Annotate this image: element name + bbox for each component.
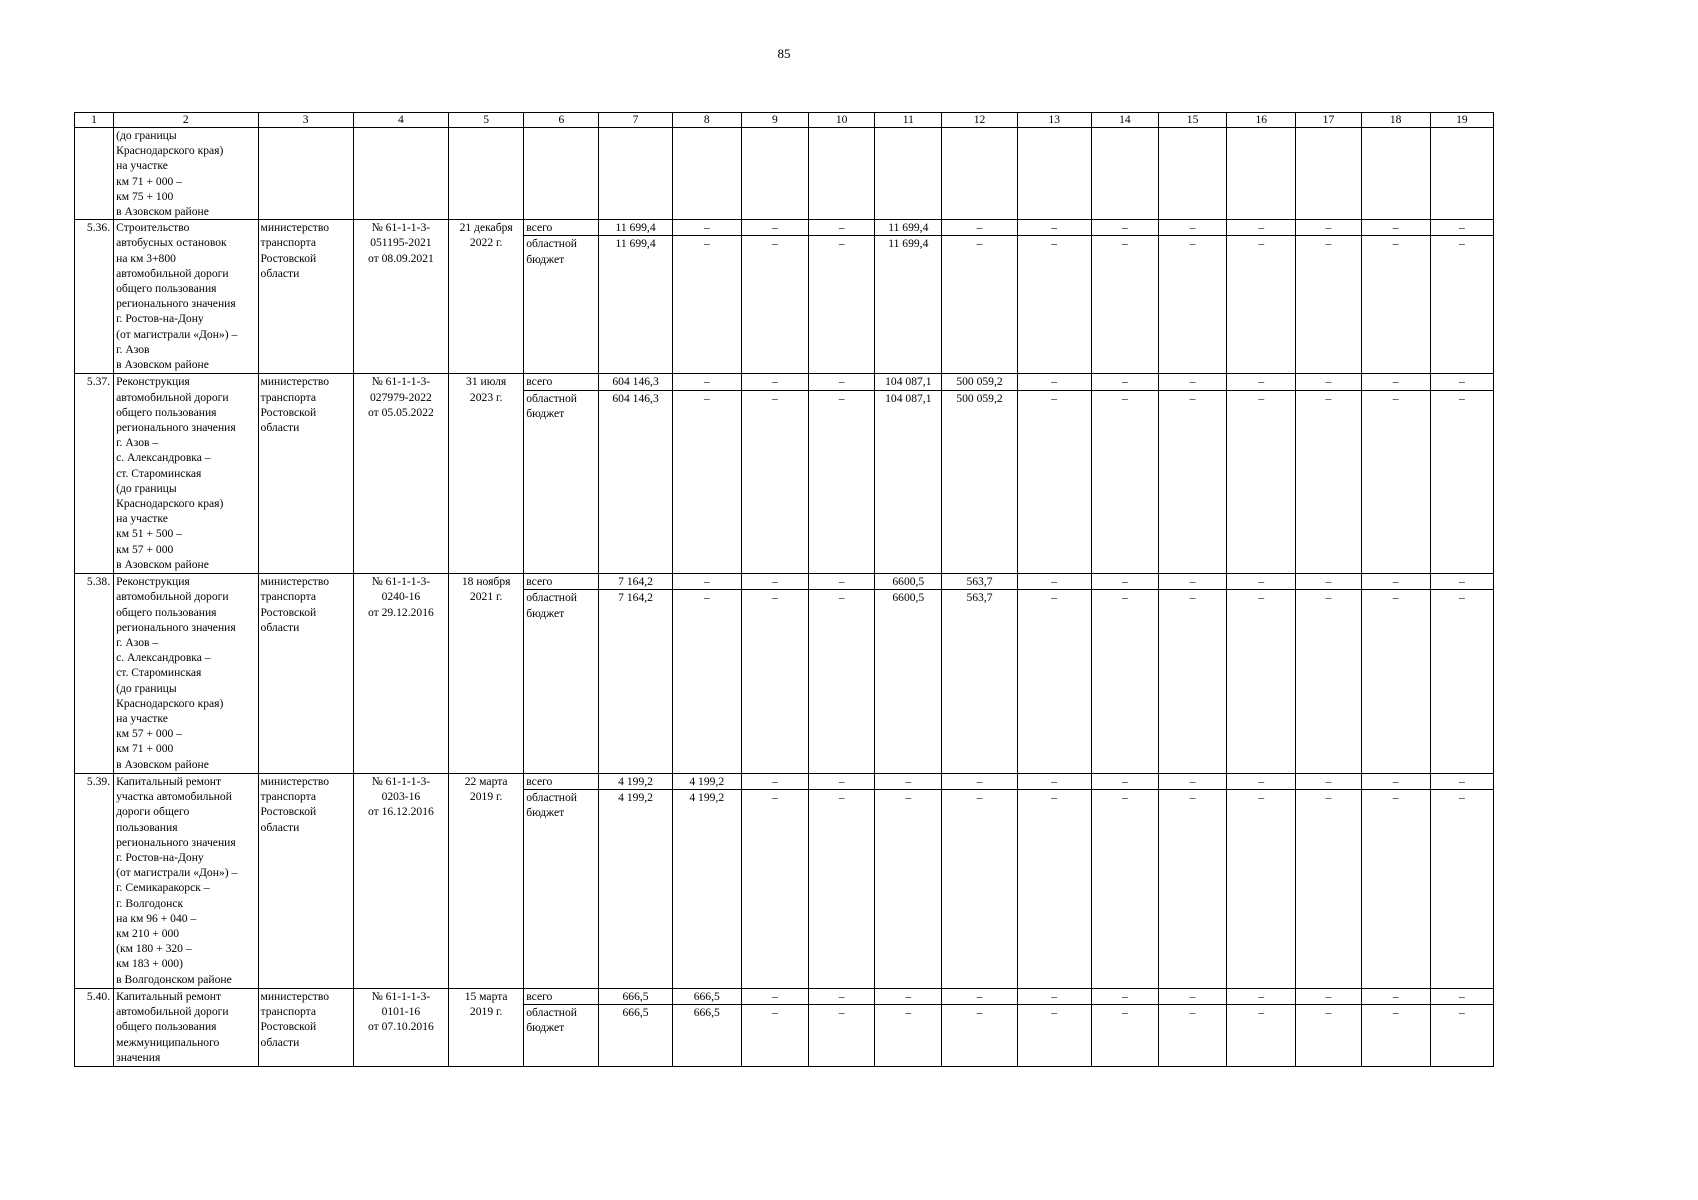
empty-cell [1361, 128, 1430, 220]
column-header: 2 [114, 113, 258, 128]
empty-cell [942, 128, 1017, 220]
empty-cell [599, 128, 672, 220]
column-header: 16 [1227, 113, 1296, 128]
empty-cell [524, 128, 599, 220]
value-cell: – [1296, 374, 1361, 390]
value-cell: 6600,5 [875, 574, 942, 590]
value-cell: – [1430, 590, 1493, 774]
value-cell: – [1158, 236, 1226, 374]
entry-number-cell: 5.37. [75, 374, 114, 574]
entry-row-total [75, 989, 1494, 1005]
value-cell: – [809, 220, 875, 236]
column-header: 9 [741, 113, 808, 128]
column-header: 5 [449, 113, 524, 128]
value-cell: 666,5 [672, 1005, 741, 1067]
column-header: 11 [875, 113, 942, 128]
column-header: 1 [75, 113, 114, 128]
value-cell: – [1296, 989, 1361, 1005]
value-cell: – [1296, 574, 1361, 590]
expertise-ref-cell: № 61-1-1-3- 051195-2021 от 08.09.2021 [353, 220, 448, 374]
value-cell: 11 699,4 [599, 220, 672, 236]
value-cell: – [1158, 220, 1226, 236]
column-header: 4 [353, 113, 448, 128]
value-cell: – [1430, 236, 1493, 374]
value-cell: – [1017, 390, 1091, 574]
object-name-cell: Реконструкция автомобильной дороги общего пользования регионального значения г. Азов – с. Александровка – ст. Староминская (до границы Краснодарского края) на участке км 57 + 000 – км 71 + 000 в Азовском районе [114, 574, 258, 774]
value-cell: – [1017, 790, 1091, 989]
value-cell: 500 059,2 [942, 390, 1017, 574]
column-header: 15 [1158, 113, 1226, 128]
value-cell: – [809, 790, 875, 989]
value-cell: – [741, 590, 808, 774]
value-cell: – [1227, 774, 1296, 790]
column-header: 14 [1091, 113, 1158, 128]
entry-number-cell: 5.40. [75, 989, 114, 1067]
funding-source-cell: всего [524, 374, 599, 390]
value-cell: – [1361, 236, 1430, 374]
entry-number-cell: 5.38. [75, 574, 114, 774]
value-cell: – [1296, 790, 1361, 989]
value-cell: – [1361, 220, 1430, 236]
value-cell: – [1091, 236, 1158, 374]
value-cell: – [1296, 220, 1361, 236]
value-cell: – [1158, 574, 1226, 590]
value-cell: 666,5 [599, 1005, 672, 1067]
entry-row-total [75, 774, 1494, 790]
value-cell: – [1091, 989, 1158, 1005]
value-cell: – [1296, 590, 1361, 774]
value-cell: – [1296, 390, 1361, 574]
value-cell: – [1430, 374, 1493, 390]
column-header: 17 [1296, 113, 1361, 128]
value-cell: – [1361, 790, 1430, 989]
funding-source-cell: всего [524, 989, 599, 1005]
value-cell: – [1430, 989, 1493, 1005]
value-cell: – [1361, 390, 1430, 574]
value-cell: – [875, 774, 942, 790]
value-cell: – [1091, 390, 1158, 574]
value-cell: – [942, 236, 1017, 374]
value-cell: 4 199,2 [672, 774, 741, 790]
value-cell: – [1017, 374, 1091, 390]
value-cell: – [1017, 1005, 1091, 1067]
value-cell: – [1361, 774, 1430, 790]
value-cell: – [1158, 989, 1226, 1005]
completion-date-cell: 22 марта 2019 г. [449, 774, 524, 989]
value-cell: – [1361, 590, 1430, 774]
value-cell: – [1227, 390, 1296, 574]
expertise-ref-cell: № 61-1-1-3- 0101-16 от 07.10.2016 [353, 989, 448, 1067]
responsible-cell: министерство транспорта Ростовской области [258, 574, 353, 774]
object-name-cell: Строительство автобусных остановок на км 3+800 автомобильной дороги общего пользования регионального значения г. Ростов-на-Дону (от магистрали «Дон») – г. Азов в Азовском районе [114, 220, 258, 374]
value-cell: – [1017, 574, 1091, 590]
value-cell: – [1158, 390, 1226, 574]
value-cell: – [1091, 374, 1158, 390]
continuation-row [75, 128, 1494, 220]
value-cell: – [809, 590, 875, 774]
value-cell: 500 059,2 [942, 374, 1017, 390]
value-cell: – [741, 236, 808, 374]
value-cell: – [875, 1005, 942, 1067]
value-cell: – [1091, 220, 1158, 236]
value-cell: 11 699,4 [875, 236, 942, 374]
empty-cell [1227, 128, 1296, 220]
empty-cell [1430, 128, 1493, 220]
value-cell: – [1227, 220, 1296, 236]
value-cell: – [942, 1005, 1017, 1067]
value-cell: – [1017, 236, 1091, 374]
value-cell: – [809, 236, 875, 374]
value-cell: – [1430, 790, 1493, 989]
column-header: 3 [258, 113, 353, 128]
value-cell: – [1296, 1005, 1361, 1067]
value-cell: – [1430, 390, 1493, 574]
funding-source-cell: областной бюджет [524, 390, 599, 574]
value-cell: – [1091, 590, 1158, 774]
value-cell: – [1227, 1005, 1296, 1067]
value-cell: 666,5 [672, 989, 741, 1005]
column-header: 8 [672, 113, 741, 128]
value-cell: – [741, 390, 808, 574]
value-cell: – [1361, 989, 1430, 1005]
value-cell: – [942, 989, 1017, 1005]
value-cell: – [1091, 1005, 1158, 1067]
value-cell: – [1430, 1005, 1493, 1067]
column-number-row [75, 113, 1494, 128]
column-header: 6 [524, 113, 599, 128]
value-cell: 6600,5 [875, 590, 942, 774]
column-header: 10 [809, 113, 875, 128]
value-cell: – [875, 989, 942, 1005]
empty-cell [741, 128, 808, 220]
entry-number-cell: 5.39. [75, 774, 114, 989]
value-cell: – [1158, 790, 1226, 989]
entry-row-total [75, 574, 1494, 590]
value-cell: 4 199,2 [599, 790, 672, 989]
value-cell: 11 699,4 [875, 220, 942, 236]
empty-cell [809, 128, 875, 220]
funding-source-cell: всего [524, 574, 599, 590]
object-name-cell: (до границы Краснодарского края) на участке км 71 + 000 – км 75 + 100 в Азовском районе [114, 128, 258, 220]
object-name-cell: Капитальный ремонт автомобильной дороги общего пользования межмуниципального значения [114, 989, 258, 1067]
value-cell: 604 146,3 [599, 374, 672, 390]
value-cell: 104 087,1 [875, 390, 942, 574]
value-cell: – [942, 790, 1017, 989]
column-header: 18 [1361, 113, 1430, 128]
value-cell: 563,7 [942, 590, 1017, 774]
completion-date-cell: 31 июля 2023 г. [449, 374, 524, 574]
funding-source-cell: областной бюджет [524, 790, 599, 989]
expertise-ref-cell: № 61-1-1-3- 027979-2022 от 05.05.2022 [353, 374, 448, 574]
value-cell: 7 164,2 [599, 574, 672, 590]
value-cell: – [741, 989, 808, 1005]
expertise-ref-cell: № 61-1-1-3- 0203-16 от 16.12.2016 [353, 774, 448, 989]
value-cell: – [741, 774, 808, 790]
value-cell: – [741, 220, 808, 236]
page-number: 85 [777, 46, 791, 61]
empty-cell [672, 128, 741, 220]
value-cell: – [672, 590, 741, 774]
value-cell: – [1017, 590, 1091, 774]
column-header: 12 [942, 113, 1017, 128]
value-cell: – [809, 774, 875, 790]
value-cell: – [1017, 989, 1091, 1005]
value-cell: – [741, 374, 808, 390]
value-cell: – [1227, 236, 1296, 374]
empty-cell [449, 128, 524, 220]
value-cell: – [1017, 774, 1091, 790]
responsible-cell: министерство транспорта Ростовской области [258, 374, 353, 574]
funding-source-cell: областной бюджет [524, 236, 599, 374]
value-cell: 604 146,3 [599, 390, 672, 574]
value-cell: – [1158, 774, 1226, 790]
value-cell: – [1091, 574, 1158, 590]
completion-date-cell: 18 ноября 2021 г. [449, 574, 524, 774]
value-cell: – [1430, 220, 1493, 236]
funding-source-cell: областной бюджет [524, 1005, 599, 1067]
object-name-cell: Капитальный ремонт участка автомобильной дороги общего пользования регионального значения г. Ростов-на-Дону (от магистрали «Дон») – г. Семикаракорск – г. Волгодонск на км 96 + 040 – км 210 + 000 (км 180 + 320 – км 183 + 000) в Волгодонском районе [114, 774, 258, 989]
completion-date-cell: 15 марта 2019 г. [449, 989, 524, 1067]
value-cell: 4 199,2 [599, 774, 672, 790]
value-cell: 563,7 [942, 574, 1017, 590]
responsible-cell: министерство транспорта Ростовской области [258, 989, 353, 1067]
value-cell: – [741, 790, 808, 989]
value-cell: – [809, 374, 875, 390]
value-cell: – [1158, 374, 1226, 390]
entry-number-cell: 5.36. [75, 220, 114, 374]
empty-cell [1017, 128, 1091, 220]
program-table [74, 112, 1494, 1067]
empty-cell [1091, 128, 1158, 220]
value-cell: – [1158, 1005, 1226, 1067]
completion-date-cell: 21 декабря 2022 г. [449, 220, 524, 374]
value-cell: 4 199,2 [672, 790, 741, 989]
value-cell: – [942, 220, 1017, 236]
value-cell: – [741, 574, 808, 590]
value-cell: – [741, 1005, 808, 1067]
value-cell: – [672, 574, 741, 590]
value-cell: – [809, 989, 875, 1005]
value-cell: – [1091, 790, 1158, 989]
empty-cell [1158, 128, 1226, 220]
value-cell: – [1430, 574, 1493, 590]
value-cell: – [672, 374, 741, 390]
value-cell: – [1227, 374, 1296, 390]
expertise-ref-cell: № 61-1-1-3- 0240-16 от 29.12.2016 [353, 574, 448, 774]
column-header: 7 [599, 113, 672, 128]
entry-row-total [75, 374, 1494, 390]
value-cell: – [809, 1005, 875, 1067]
value-cell: – [809, 574, 875, 590]
value-cell: – [1361, 1005, 1430, 1067]
value-cell: 666,5 [599, 989, 672, 1005]
value-cell: – [1296, 774, 1361, 790]
value-cell: – [875, 790, 942, 989]
responsible-cell: министерство транспорта Ростовской области [258, 774, 353, 989]
value-cell: – [1227, 989, 1296, 1005]
value-cell: – [1361, 374, 1430, 390]
value-cell: – [1296, 236, 1361, 374]
value-cell: – [1227, 790, 1296, 989]
value-cell: – [1158, 590, 1226, 774]
column-header: 13 [1017, 113, 1091, 128]
empty-cell [1296, 128, 1361, 220]
empty-cell [75, 128, 114, 220]
value-cell: 104 087,1 [875, 374, 942, 390]
value-cell: – [1430, 774, 1493, 790]
value-cell: – [672, 236, 741, 374]
column-header: 19 [1430, 113, 1493, 128]
value-cell: – [942, 774, 1017, 790]
value-cell: – [672, 390, 741, 574]
value-cell: 7 164,2 [599, 590, 672, 774]
funding-source-cell: всего [524, 774, 599, 790]
value-cell: – [809, 390, 875, 574]
empty-cell [258, 128, 353, 220]
value-cell: – [1227, 590, 1296, 774]
responsible-cell: министерство транспорта Ростовской области [258, 220, 353, 374]
entry-row-total [75, 220, 1494, 236]
empty-cell [353, 128, 448, 220]
value-cell: – [1091, 774, 1158, 790]
empty-cell [875, 128, 942, 220]
object-name-cell: Реконструкция автомобильной дороги общего пользования регионального значения г. Азов – с. Александровка – ст. Староминская (до границы Краснодарского края) на участке км 51 + 500 – км 57 + 000 в Азовском районе [114, 374, 258, 574]
table-body [75, 128, 1494, 1067]
value-cell: – [1017, 220, 1091, 236]
funding-source-cell: областной бюджет [524, 590, 599, 774]
value-cell: 11 699,4 [599, 236, 672, 374]
value-cell: – [1227, 574, 1296, 590]
value-cell: – [672, 220, 741, 236]
value-cell: – [1361, 574, 1430, 590]
funding-source-cell: всего [524, 220, 599, 236]
